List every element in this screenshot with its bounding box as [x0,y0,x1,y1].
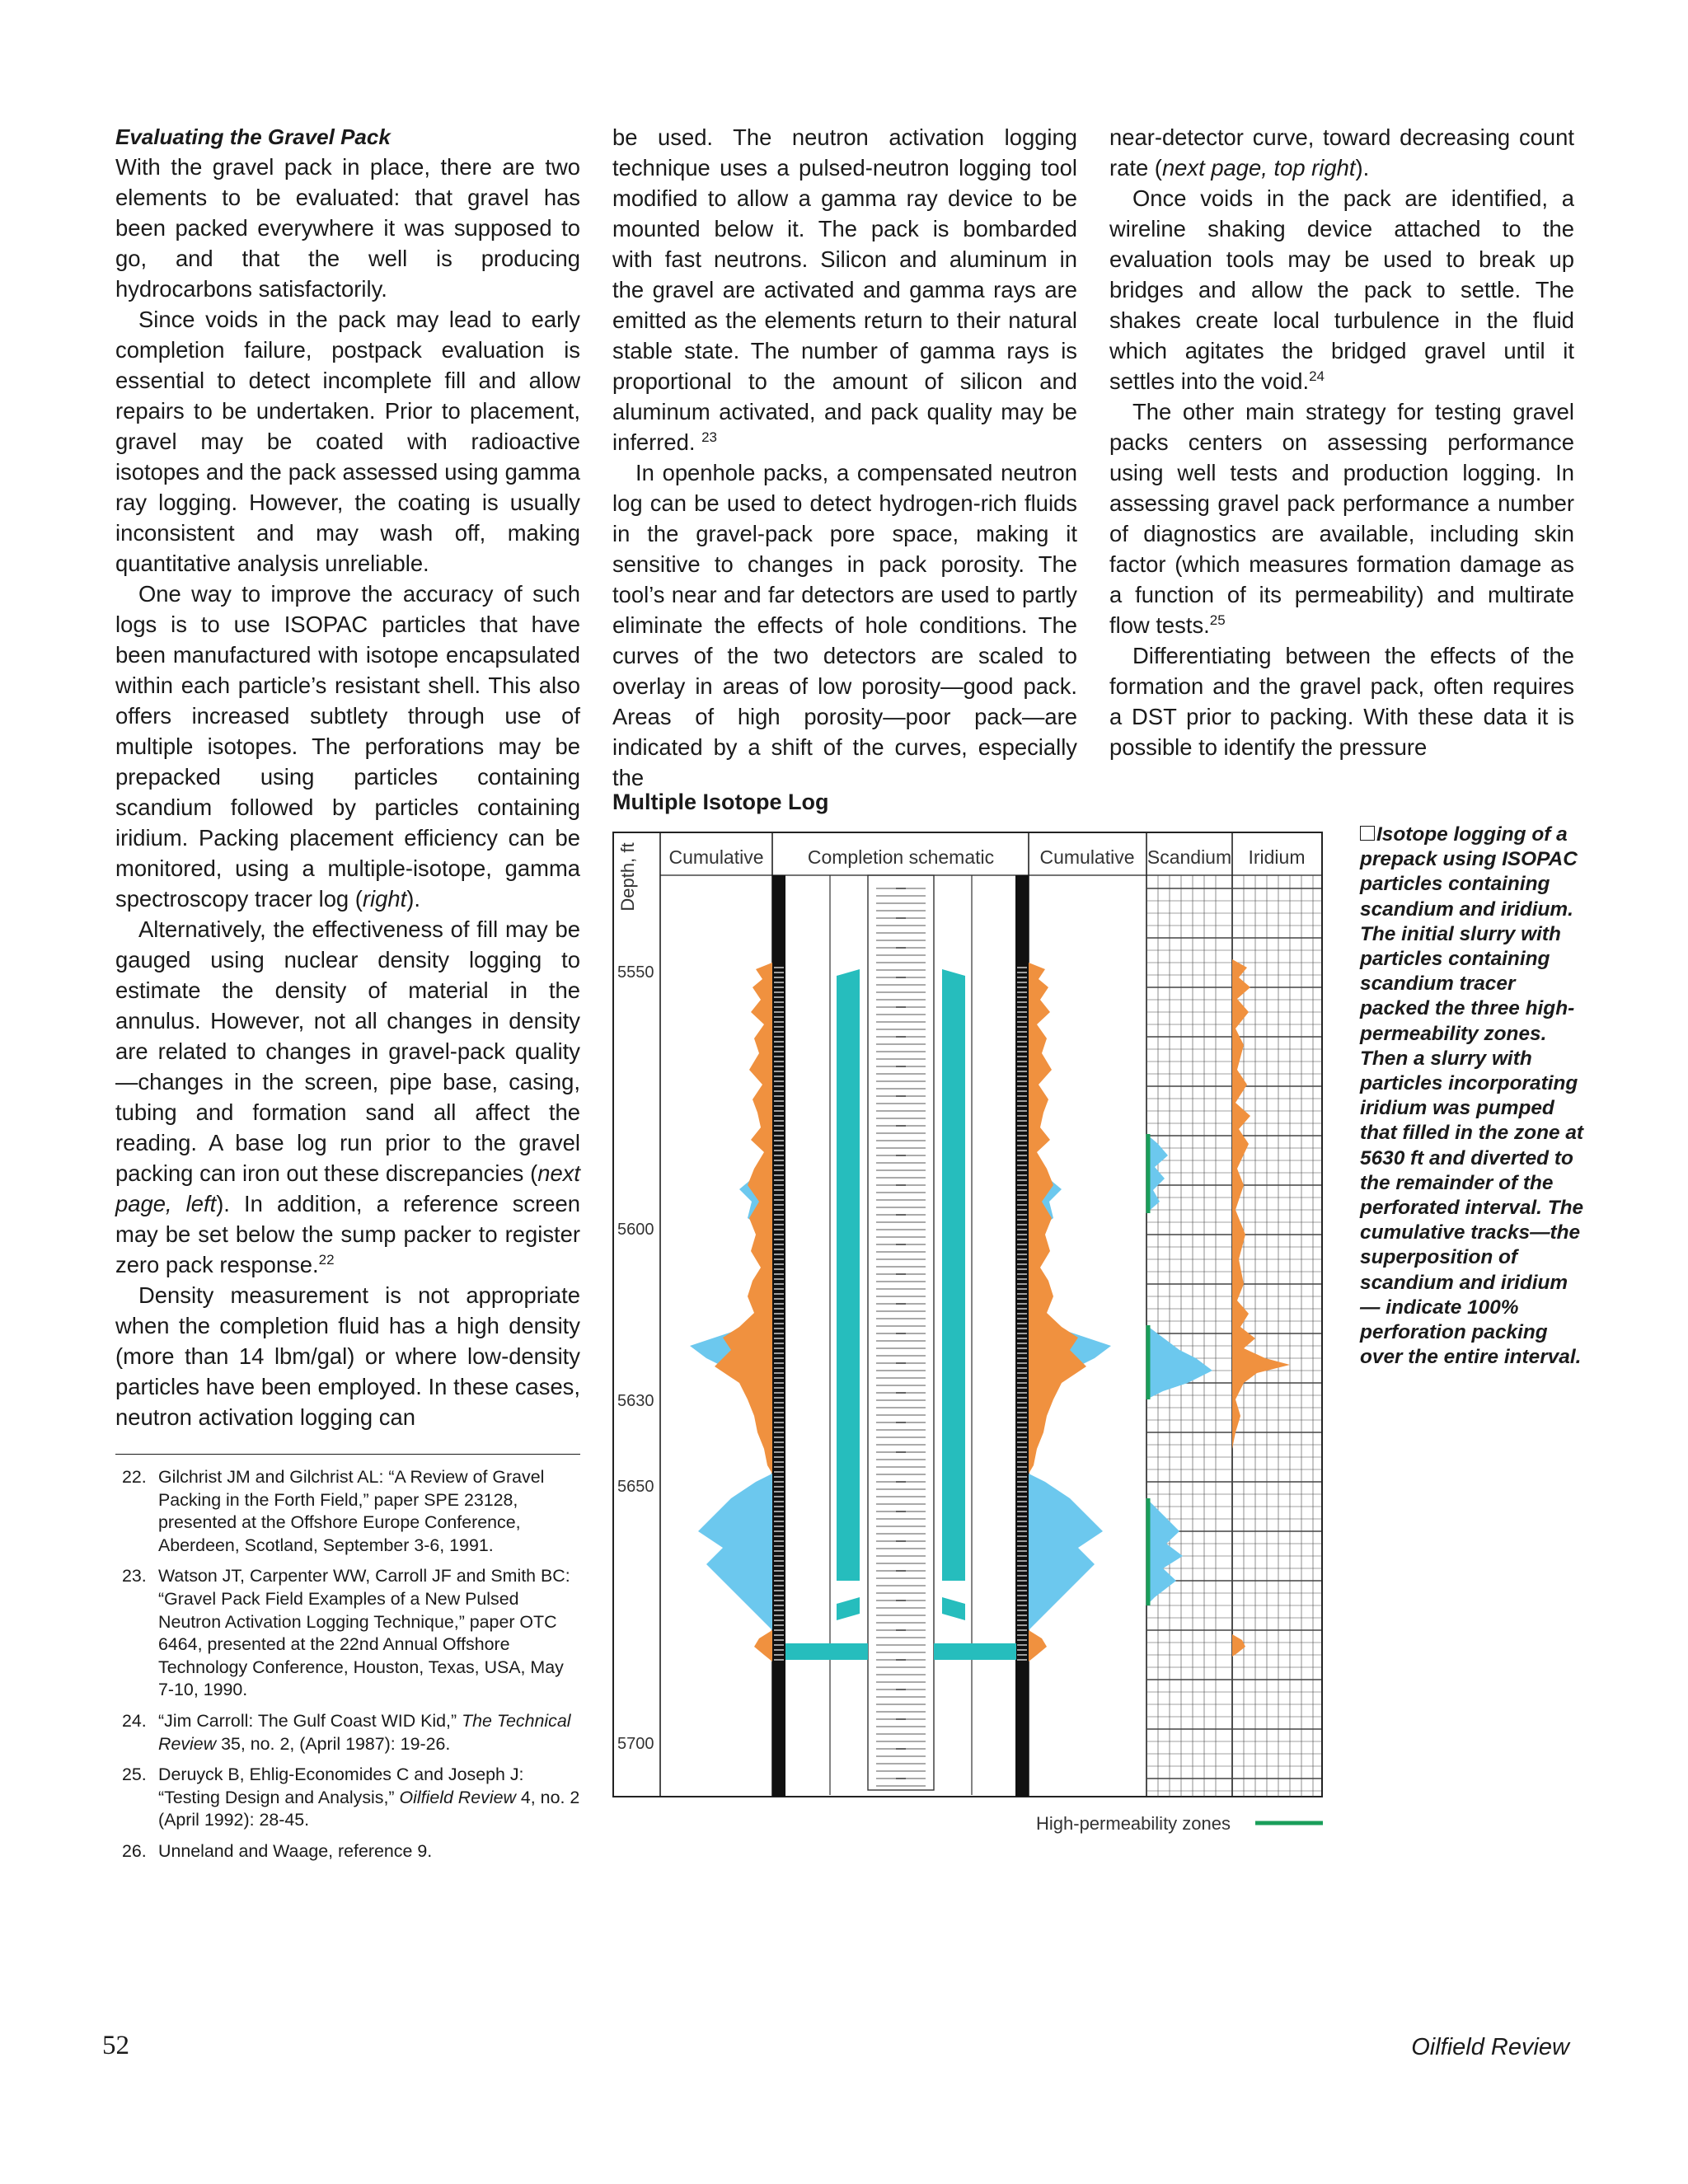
paragraph: Once voids in the pack are identified, a wireline shaking device attached to the evaluation tools may be used to break up bridges and allow the pack to settle. The shakes create local turbulence in the fluid which agitates the bridged gravel until it settles into the void.$^{24}$ [1109,185,1574,394]
cross-reference: next page, top right [1161,155,1356,180]
paragraph: Density measurement is not appropriate when the completion fluid has a high density (more than 14 lbm/gal) or where low-density particles have been employed. In these cases, neutron activation logging can [115,1282,580,1430]
cross-reference: right [362,886,407,912]
footnote: 25. Deruyck B, Ehlig-Economides C and Joseph J: “Testing Design and Analysis,” Oilfield Review 4, no. 2 (April 1992): 28-45. [122,1765,580,1830]
paragraph: One way to improve the accuracy of such logs is to use ISOPAC particles that have been manufactured with isotope encapsulated within each particle’s resistant shell. This also offers increased subtlety through use of multiple isotopes. The perforations may be prepacked using particles containing scandium followed by particles containing iridium. Packing placement efficiency can be monitored, using a multiple-isotope, gamma spectroscopy tracer log (right). [115,581,580,912]
footnote: 24. “Jim Carroll: The Gulf Coast WID Kid,” The Technical Review 35, no. 2, (April 1987): 19-26. [122,1710,571,1754]
text-column-1 [115,122,580,1432]
depth-axis-label: Depth, ft [617,842,638,912]
footnote: 23. Watson JT, Carpenter WW, Carroll JF and Smith BC: “Gravel Pack Field Examples of a New Pulsed Neutron Activation Logging Technique,” paper OTC 6464, presented at the 22nd Annual Offshore Technology Conference, Houston, Texas, USA, May 7-10, 1990. [122,1566,570,1700]
cumulative-iridium-curve [715,963,772,1474]
column-header: Cumulative [1039,846,1135,868]
cumulative-iridium-curve [1029,963,1086,1474]
scandium-curve [1146,1498,1183,1605]
section-heading: Evaluating the Gravel Pack [115,124,391,149]
paragraph: With the gravel pack in place, there are two elements to be evaluated: that gravel has been packed everywhere it was supposed to go, and that the well is producing hydrocarbons satisfactorily. [115,154,580,302]
paragraph: Differentiating between the effects of the formation and the gravel pack, often requires a DST prior to packing. With these data it is possible to identify the pressure [1109,643,1574,760]
footnotes [115,1454,580,1872]
figure-title: Multiple Isotope Log [612,790,829,814]
legend-label: High-permeability zones [1036,1813,1231,1834]
iridium-curve [1232,959,1290,1449]
cross-reference: next page, left [115,1160,580,1216]
depth-tick-label: 5700 [617,1735,654,1753]
footnote: 22. Gilchrist JM and Gilchrist AL: “A Review of Gravel Packing in the Forth Field,” paper SPE 23128, presented at the Offshore Europe Conference, Aberdeen, Scotland, September 3-6, 1991. [122,1467,545,1555]
gravel-pack [942,969,965,1581]
cumulative-iridium-curve [754,1630,772,1661]
paragraph-continued: near-detector curve, toward decreasing count rate (next page, top right). [1109,124,1574,180]
paragraph: Since voids in the pack may lead to early completion failure, postpack evaluation is essential to detect incomplete fill and allow repairs to be undertaken. Prior to placement, gravel may be coated with radioactive isotopes and the pack assessed using gamma ray logging. However, the coating is usually inconsistent and may wash off, making quantitative analysis unreliable. [115,307,580,576]
gravel-pack [837,969,860,1581]
casing-left [772,875,785,1797]
scandium-curve [1146,1325,1212,1399]
paragraph: Alternatively, the effectiveness of fill may be gauged using nuclear density logging to estimate the density of material in the annulus. However, not all changes in density are related to changes in gravel-pack quality—changes in the screen, pipe base, casing, tubing and formation sand all affect the reading. A base log run prior to the gravel packing can iron out these discrepancies (next page, left). In addition, a reference screen may be set below the sump packer to register zero pack response.$^{22}$ [115,916,580,1277]
figure-caption: Isotope logging of a prepack using ISOPAC particles containing scandium and iridium. The initial slurry with particles containing scandium tracer packed the three high-permeability zones. Then a slurry with particles incorporating iridium was pumped that filled in the zone at 5630 ft and diverted to the remainder of the perforated interval. The cumulative tracks—the superposition of scandium and iridium— indicate 100% perforation packing over the entire interval. [1360,823,1584,1369]
text-column-3 [1109,122,1574,762]
text-column-2 [612,122,1077,793]
journal-title: Oilfield Review [1411,2034,1569,2060]
gravel-pack [942,1597,965,1620]
page-number: 52 [102,2031,129,2060]
footnote-marker: 23 [701,429,718,445]
footnote-marker: 22 [318,1251,335,1268]
gravel-pack-base [934,1643,1016,1660]
footnote: 26. Unneland and Waage, reference 9. [122,1840,433,1861]
depth-tick-label: 5650 [617,1478,654,1496]
column-header: Cumulative [668,846,764,868]
multiple-isotope-log [612,823,1338,1841]
depth-tick-label: 5630 [617,1392,654,1410]
column-header: Completion schematic [807,846,995,868]
caption-marker-icon [1360,826,1375,841]
depth-tick-label: 5600 [617,1221,654,1239]
depth-tick-label: 5550 [617,963,654,982]
cumulative-iridium-curve [1029,1630,1047,1661]
footnote-marker: 25 [1209,612,1226,628]
column-header: Iridium [1248,846,1306,868]
casing-right [1015,875,1029,1797]
gravel-pack [837,1597,860,1620]
iridium-curve [1232,1634,1245,1657]
gravel-pack-base [785,1643,868,1660]
footnote-marker: 24 [1309,368,1325,384]
paragraph-continued: be used. The neutron activation logging technique uses a pulsed-neutron logging tool modified to allow a gamma ray device to be mounted below it. The pack is bombarded with fast neutrons. Silicon and aluminum in the gravel are activated and gamma rays are emitted as the elements return to their natural stable state. The number of gamma rays is proportional to the amount of silicon and aluminum activated, and pack quality may be inferred. $^{23}$ [612,124,1077,455]
paragraph: The other main strategy for testing gravel packs centers on assessing performance using well tests and production logging. In assessing gravel pack performance a number of diagnostics are available, including skin factor (which measures formation damage as a function of its permeability) and multirate flow tests.$^{25}$ [1109,399,1574,638]
paragraph: In openhole packs, a compensated neutron log can be used to detect hydrogen-rich fluids in the gravel-pack pore space, making it sensitive to changes in pack porosity. The tool’s near and far detectors are used to partly eliminate the effects of hole conditions. The curves of the two detectors are scaled to overlay in areas of low porosity—good pack. Areas of high porosity—poor pack—are indicated by a shift of the curves, especially the [612,460,1077,790]
column-header: Scandium [1146,846,1232,868]
